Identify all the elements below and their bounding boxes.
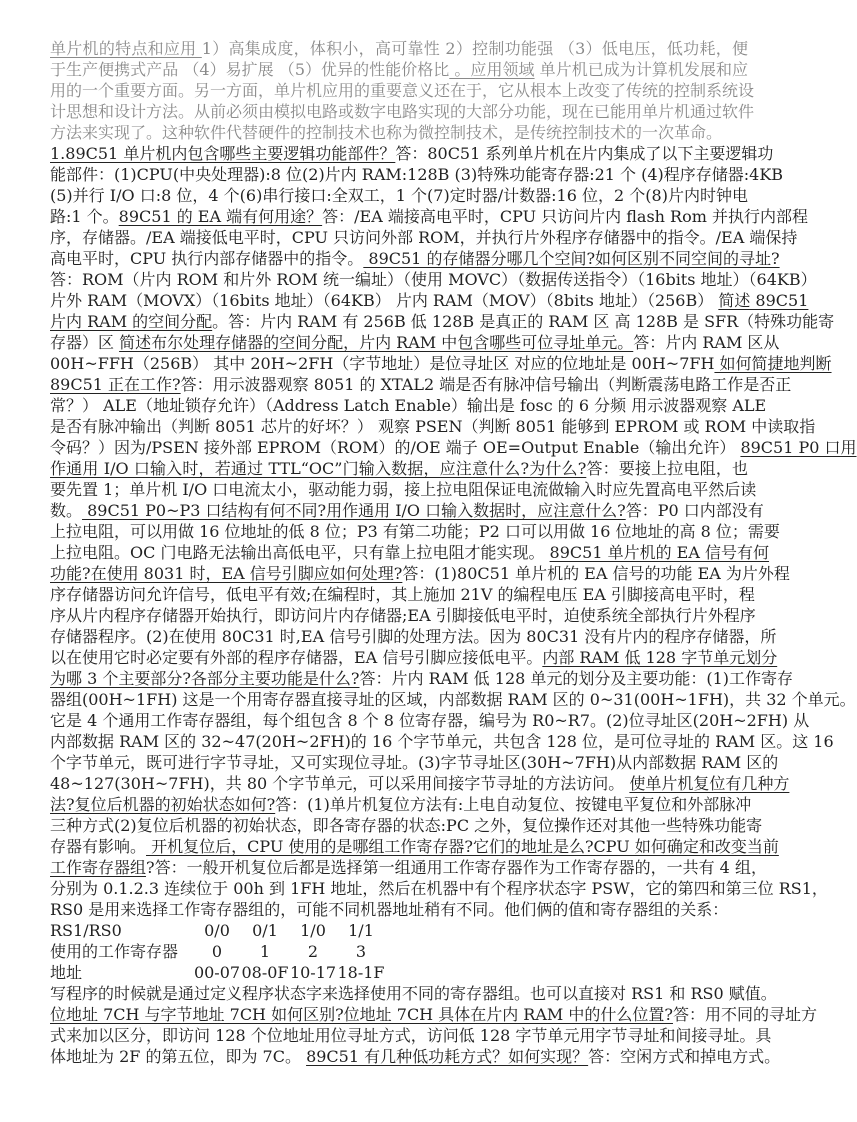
text-segment: 常？） ALE（地址锁存允许）（Address Latch Enable）输出是 fosc 的 6 分频 用示波器观察 ALE bbox=[50, 396, 767, 415]
question-heading: 使单片机复位有几种方 bbox=[629, 774, 790, 793]
text-line bbox=[50, 794, 752, 815]
text-line bbox=[50, 479, 757, 500]
question-heading: 功能?在使用 8031 时，EA 信号引脚应如何处理? bbox=[50, 564, 403, 583]
text-line bbox=[50, 983, 777, 1004]
text-segment: 它是 4 个通用工作寄存器组，每个组包含 8 个 8 位寄存器，编号为 R0~R7。(2)位寻址区(20H~2FH) 从 bbox=[50, 711, 810, 730]
table-row bbox=[50, 920, 748, 941]
text-line bbox=[50, 101, 755, 122]
text-line bbox=[50, 80, 755, 101]
text-segment: 能部件：(1)CPU(中央处理器):8 位(2)片内 RAM:128B (3)特殊功能寄存器:21 个 (4)程序存储器:4KB bbox=[50, 165, 784, 184]
question-heading: 位地址 7CH 与字节地址 7CH 如何区别?位地址 7CH 具体在片内 RAM 中的什么位置? bbox=[50, 1005, 673, 1024]
text-line bbox=[50, 185, 748, 206]
text-segment: 方法来实现了。这种软件代替硬件的控制技术也称为微控制技术，是传统控制技术的一次革命。 bbox=[50, 123, 723, 142]
question-heading: 为哪 3 个主要部分?各部分主要功能是什么? bbox=[50, 669, 360, 688]
document-page bbox=[50, 38, 857, 1067]
text-line bbox=[50, 1046, 781, 1067]
text-segment: (5)并行 I/O 口:8 位，4 个(6)串行接口:全双工，1 个(7)定时器/计数器:16 位，2 个(8)片内时钟电 bbox=[50, 186, 748, 205]
text-line bbox=[50, 815, 763, 836]
text-segment: 48~127(30H~7FH)，共 80 个字节单元，可以采用间接字节寻址的方法访问。 bbox=[50, 774, 630, 793]
text-line bbox=[50, 857, 767, 878]
intro-paragraph bbox=[50, 38, 755, 143]
text-line bbox=[50, 626, 777, 647]
table-row bbox=[50, 941, 748, 962]
text-segment: 。答：片内 RAM 有 256B 低 128B 是真正的 RAM 区 高 128B 是 SFR（特殊功能寄 bbox=[212, 312, 835, 331]
table-cell: 00-07 bbox=[193, 963, 241, 982]
text-line bbox=[50, 311, 835, 332]
text-line bbox=[50, 899, 748, 920]
text-line bbox=[50, 689, 856, 710]
text-segment: 高电平时，CPU 执行内部存储器中的指令。 bbox=[50, 249, 364, 268]
text-line bbox=[50, 374, 792, 395]
row-label: 使用的工作寄存器 bbox=[50, 942, 179, 961]
text-segment: 要先置 1；单片机 I/O 口电流太小，驱动能力弱，接上拉电阻保证电流做输入时应先置高电平然后读 bbox=[50, 480, 757, 499]
text-segment: 式来加以区分，即访问 128 个位地址用位寻址方式，访问低 128 字节单元用字节寻址和间接寻址。具 bbox=[50, 1026, 772, 1045]
text-segment: 存储器程序。(2)在使用 80C31 时,EA 信号引脚的处理方法。因为 80C31 没有片内的程序存储器，所 bbox=[50, 627, 777, 646]
text-line bbox=[50, 437, 857, 458]
text-segment: 答：空闲方式和掉电方式。 bbox=[588, 1047, 781, 1066]
text-segment: 答：P0 口内部没有 bbox=[625, 501, 764, 520]
text-segment: 路:1 个。 bbox=[50, 207, 119, 226]
question-heading: 89C51 P0~P3 口结构有何不同?用作通用 I/O 口输入数据时，应注意什么? bbox=[82, 501, 626, 520]
table-cell: 3 bbox=[355, 942, 367, 961]
text-segment: 体地址为 2F 的第五位，即为 7C。 bbox=[50, 1047, 307, 1066]
text-segment: 1）高集成度，体积小，高可靠性 2）控制功能强 （3）低电压，低功耗，便 bbox=[201, 39, 748, 58]
question-heading: 工作寄存器组 bbox=[50, 858, 147, 877]
question-heading: 片内 RAM 的空间分配 bbox=[50, 312, 213, 331]
text-line bbox=[50, 206, 808, 227]
question-heading: 单片机的特点和应用 bbox=[50, 39, 202, 58]
text-segment: 上拉电阻。OC 门电路无法输出高低电平，只有靠上拉电阻才能实现。 bbox=[50, 543, 550, 562]
text-line bbox=[50, 458, 748, 479]
text-line bbox=[50, 836, 779, 857]
question-heading: 1.89C51 单片机内包含哪些主要逻辑功能部件？ bbox=[50, 144, 396, 163]
question-heading: 作通用 I/O 口输入时，若通过 TTL“OC”门输入数据，应注意什么?为什么? bbox=[50, 459, 587, 478]
text-line bbox=[50, 227, 798, 248]
text-line bbox=[50, 269, 817, 290]
table-row bbox=[50, 962, 748, 983]
text-segment: 写程序的时候就是通过定义程序状态字来选择使用不同的寄存器组。也可以直接对 RS1 和 RS0 赋值。 bbox=[50, 984, 777, 1003]
text-segment: 内部数据 RAM 区的 32~47(20H~2FH)的 16 个字节单元，共包含 128 位，是可位寻址的 RAM 区。这 16 bbox=[50, 732, 834, 751]
question-heading: 简述布尔处理存储器的空间分配，片内 RAM 中包含哪些可位寻址单元。 bbox=[119, 333, 634, 352]
qa-paragraph bbox=[50, 143, 857, 920]
question-heading: 89C51 单片机的 EA 信号有何 bbox=[549, 543, 770, 562]
text-line bbox=[50, 1025, 772, 1046]
text-line bbox=[50, 248, 780, 269]
text-segment: 答：用示波器观察 8051 的 XTAL2 端是否有脉冲信号输出（判断震荡电路工作是否正 bbox=[180, 375, 792, 394]
text-segment: 以在使用它时必定要有外部的程序存储器，EA 信号引脚应接低电平。 bbox=[50, 648, 543, 667]
question-heading: 开机复位后，CPU 使用的是哪组工作寄存器?它们的地址是么?CPU 如何确定和改变当前 bbox=[146, 837, 779, 856]
question-heading: 89C51 的 EA 端有何用途？ bbox=[118, 207, 323, 226]
table-cell: 10-17 bbox=[289, 963, 337, 982]
text-segment: 答：要接上拉电阻，也 bbox=[586, 459, 748, 478]
question-heading: 内部 RAM 低 128 字节单元划分 bbox=[542, 648, 778, 667]
text-segment: 答：ROM（片内 ROM 和片外 ROM 统一编址）（使用 MOVC）（数据传送指令）（16bits 地址）（64KB） bbox=[50, 270, 817, 289]
table-cell: 0/1 bbox=[252, 921, 278, 940]
table-cell: 0 bbox=[211, 942, 223, 961]
text-segment: 答：片内 RAM 区从 bbox=[633, 333, 780, 352]
table-cell: 1/0 bbox=[300, 921, 326, 940]
text-segment: 是否有脉冲输出（判断 8051 芯片的好坏？） 观察 PSEN（判断 8051 能够到 EPROM 或 ROM 中读取指 bbox=[50, 417, 816, 436]
text-segment: 令码？）因为/PSEN 接外部 EPROM（ROM）的/OE 端子 OE=Output Enable（输出允许） bbox=[50, 438, 741, 457]
row-label: RS1/RS0 bbox=[50, 921, 122, 940]
question-heading: 法?复位后机器的初始状态如何? bbox=[50, 795, 276, 814]
question-heading: 如何简捷地判断 bbox=[714, 354, 832, 373]
text-line bbox=[50, 332, 780, 353]
text-segment: RS0 是用来选择工作寄存器组的，可能不同机器地址稍有不同。他们俩的值和寄存器组的关系： bbox=[50, 900, 729, 919]
text-segment: 单片机已成为计算机发展和应 bbox=[534, 60, 748, 79]
text-line bbox=[50, 773, 790, 794]
text-line bbox=[50, 584, 755, 605]
text-segment: 答：用不同的寻址方 bbox=[672, 1005, 817, 1024]
question-heading: 89C51 正在工作? bbox=[50, 375, 181, 394]
text-segment: 用的一个重要方面。另一方面，单片机应用的重要意义还在于，它从根本上改变了传统的控制系统设 bbox=[50, 81, 755, 100]
register-bank-table bbox=[50, 920, 748, 983]
text-segment: 数。 bbox=[50, 501, 83, 520]
text-segment: 分别为 0.1.2.3 连续位于 00h 到 1FH 地址，然后在机器中有个程序状态字 PSW，它的第四和第三位 RS1， bbox=[50, 879, 828, 898]
text-line bbox=[50, 647, 778, 668]
text-segment: 答：/EA 端接高电平时，CPU 只访问片内 flash Rom 并执行内部程 bbox=[322, 207, 808, 226]
text-line bbox=[50, 605, 756, 626]
text-line bbox=[50, 563, 790, 584]
text-segment: 于生产便携式产品 （4）易扩展 （5）优异的性能价格比 bbox=[50, 60, 450, 79]
text-segment: 三种方式(2)复位后机器的初始状态，即各寄存器的状态:PC 之外，复位操作还对其他一些特殊功能寄 bbox=[50, 816, 763, 835]
text-line bbox=[50, 731, 834, 752]
text-segment: 答：(1)单片机复位方法有:上电自动复位、按键电平复位和外部脉冲 bbox=[275, 795, 752, 814]
text-line bbox=[50, 164, 784, 185]
text-line bbox=[50, 521, 780, 542]
text-line bbox=[50, 122, 748, 143]
text-segment: 存器）区 bbox=[50, 333, 120, 352]
table-cell: 2 bbox=[307, 942, 319, 961]
text-line bbox=[50, 395, 767, 416]
question-heading: 89C51 P0 口用 bbox=[740, 438, 857, 457]
question-heading: 89C51 有几种低功耗方式？如何实现？ bbox=[306, 1047, 589, 1066]
table-cell: 08-0F bbox=[241, 963, 289, 982]
text-segment: 00H~FFH（256B） 其中 20H~2FH（字节地址）是位寻址区 对应的位地址是 00H~7FH bbox=[50, 354, 715, 373]
row-label: 地址 bbox=[50, 963, 83, 982]
text-segment: 答：(1)80C51 单片机的 EA 信号的功能 EA 为片外程 bbox=[402, 564, 790, 583]
text-line bbox=[50, 353, 832, 374]
table-cell: 0/0 bbox=[204, 921, 230, 940]
text-line bbox=[50, 668, 794, 689]
text-line bbox=[50, 416, 816, 437]
text-segment: 器组(00H~1FH) 这是一个用寄存器直接寻址的区域，内部数据 RAM 区的 0~31(00H~1FH)，共 32 个单元。 bbox=[50, 690, 856, 709]
table-cell: 1 bbox=[259, 942, 271, 961]
text-segment: 上拉电阻，可以用做 16 位地址的低 8 位；P3 有第二功能；P2 口可以用做 16 位地址的高 8 位；需要 bbox=[50, 522, 780, 541]
text-line bbox=[50, 59, 748, 80]
text-segment: 个字节单元，既可进行字节寻址，又可实现位寻址。(3)字节寻址区(30H~7FH)从内部数据 RAM 区的 bbox=[50, 753, 779, 772]
text-line bbox=[50, 500, 764, 521]
text-line bbox=[50, 752, 779, 773]
table-cell: 18-1F bbox=[337, 963, 385, 982]
text-line bbox=[50, 542, 770, 563]
text-segment: 计思想和设计方法。从前必须由模拟电路或数字电路实现的大部分功能，现在已能用单片机通过软件 bbox=[50, 102, 755, 121]
text-segment: ?答：一般开机复位后都是选择第一组通用工作寄存器作为工作寄存器的，一共有 4 组， bbox=[146, 858, 767, 877]
question-heading: 。应用领域 bbox=[449, 60, 535, 79]
text-segment: 答：片内 RAM 低 128 单元的划分及主要功能：(1)工作寄存 bbox=[359, 669, 794, 688]
text-line bbox=[50, 290, 809, 311]
text-line bbox=[50, 38, 748, 59]
text-segment: 片外 RAM（MOVX）（16bits 地址）（64KB） 片内 RAM（MOV）（8bits 地址）（256B） bbox=[50, 291, 719, 310]
table-cell: 1/1 bbox=[348, 921, 374, 940]
qa-paragraph-continued bbox=[50, 983, 817, 1067]
text-segment: 答：80C51 系列单片机在片内集成了以下主要逻辑功 bbox=[395, 144, 774, 163]
text-line bbox=[50, 1004, 817, 1025]
question-heading: 89C51 的存储器分哪几个空间?如何区别不同空间的寻址? bbox=[363, 249, 780, 268]
text-segment: 存器有影响。 bbox=[50, 837, 147, 856]
text-segment: 序从片内程序存储器开始执行，即访问片内存储器;EA 引脚接低电平时，迫使系统全部执行片外程序 bbox=[50, 606, 756, 625]
text-segment: 序存储器访问允许信号，低电平有效;在编程时，其上施加 21V 的编程电压 EA 引脚接高电平时，程 bbox=[50, 585, 755, 604]
text-line bbox=[50, 878, 828, 899]
question-heading: 简述 89C51 bbox=[718, 291, 809, 310]
text-line bbox=[50, 710, 810, 731]
text-line bbox=[50, 143, 774, 164]
text-segment: 序，存储器。/EA 端接低电平时，CPU 只访问外部 ROM，并执行片外程序存储器中的指令。/EA 端保持 bbox=[50, 228, 798, 247]
